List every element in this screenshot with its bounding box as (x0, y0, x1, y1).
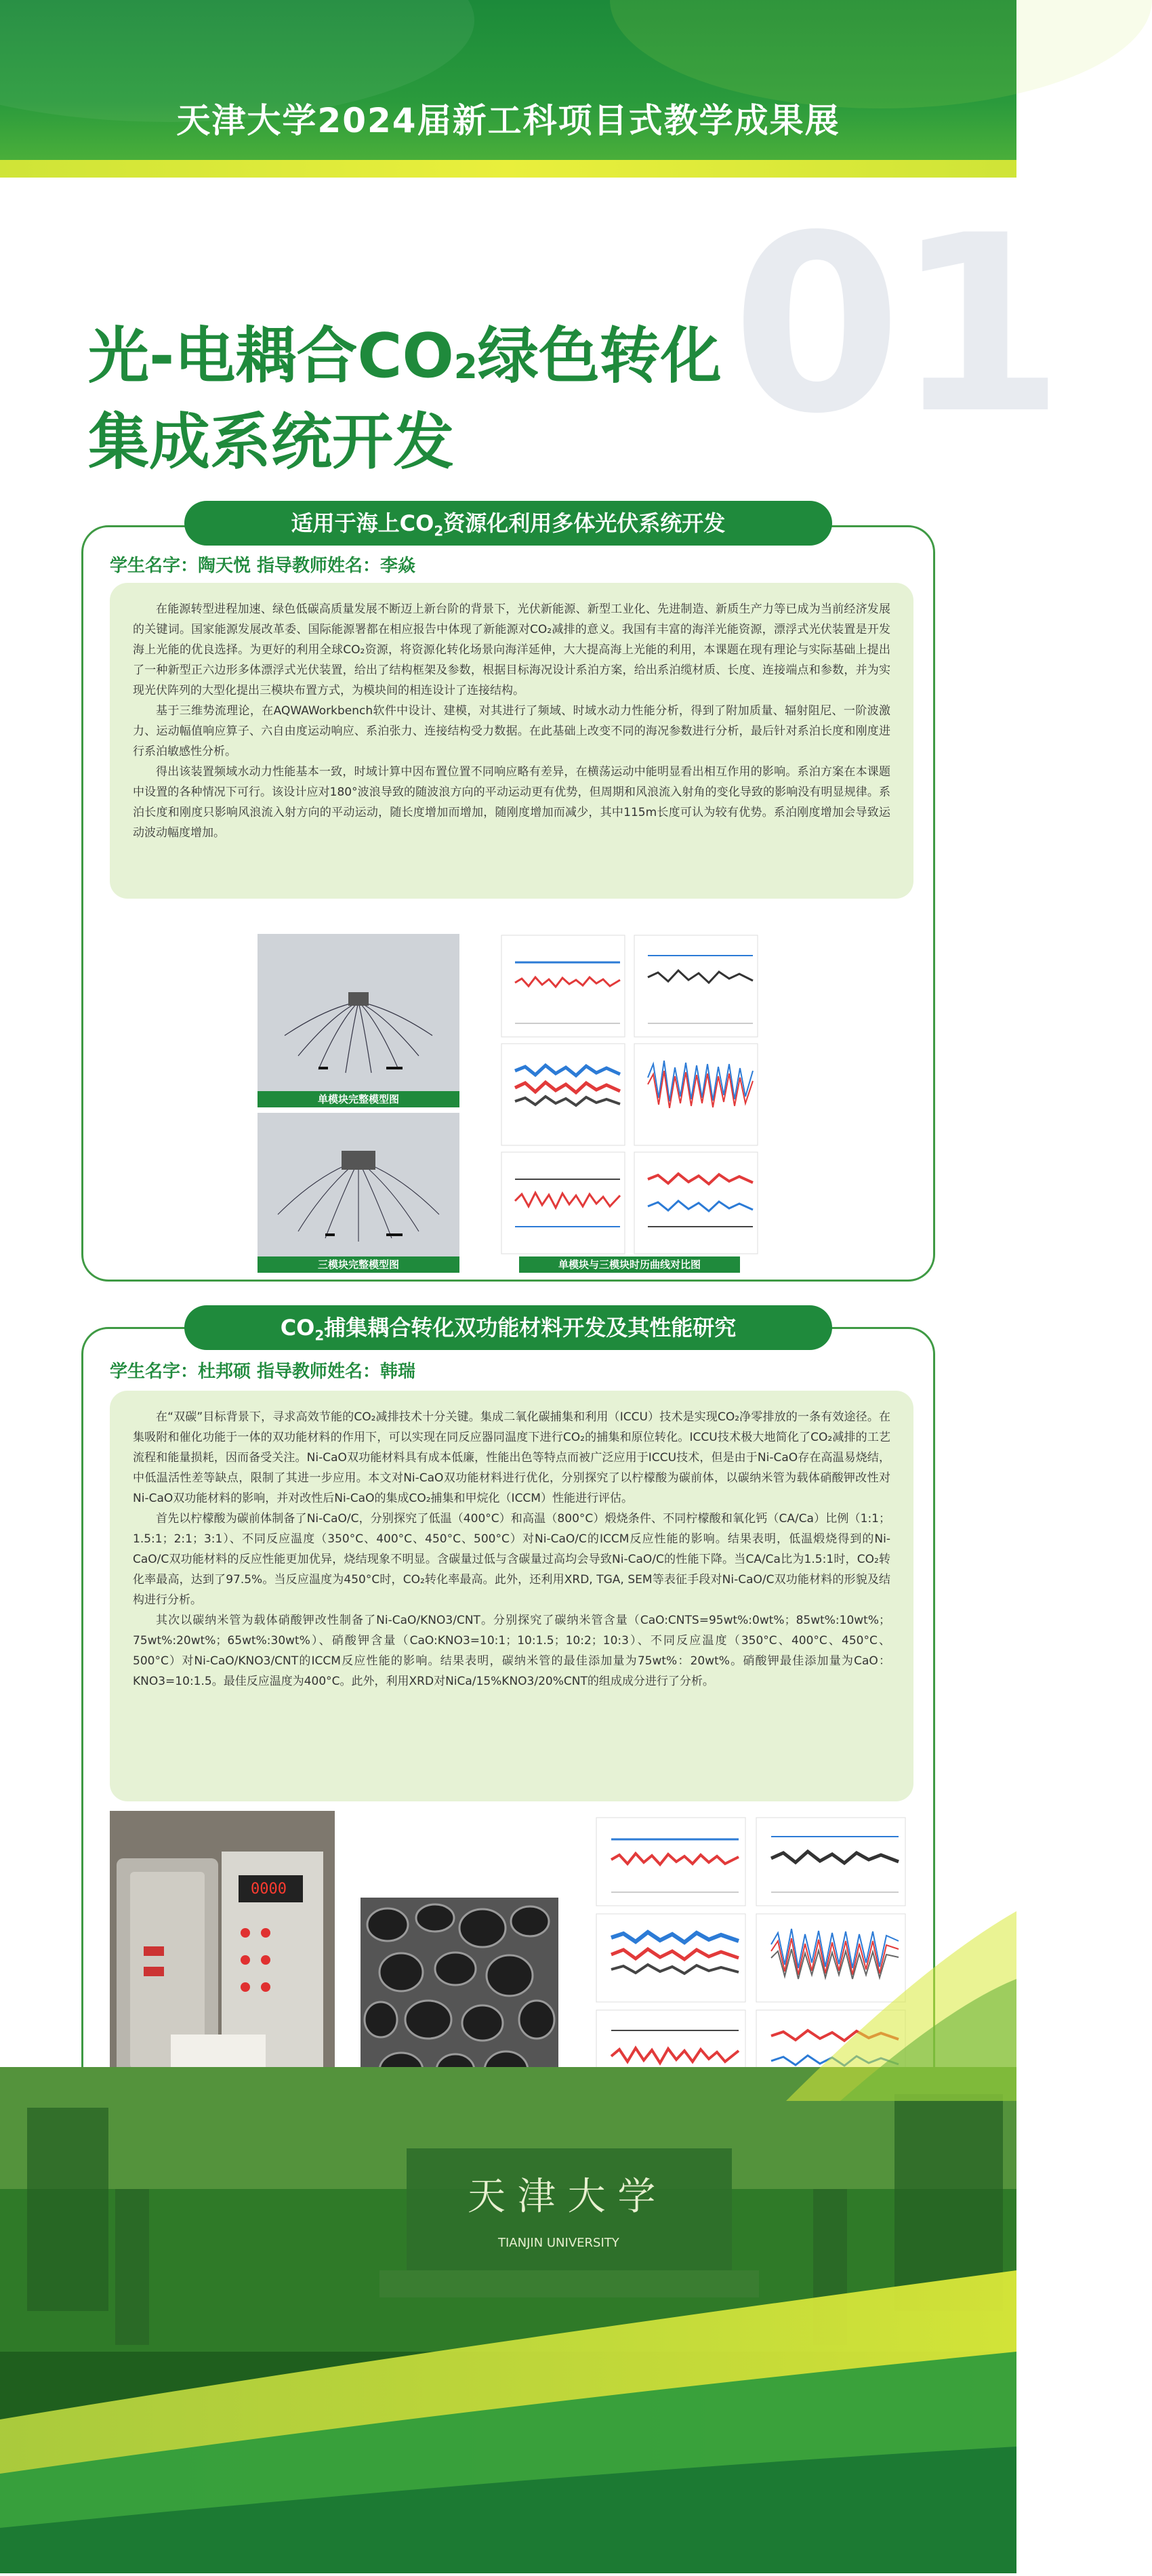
header-accent-band (0, 160, 1016, 178)
header-wave (610, 0, 1152, 108)
campus-scene (0, 2067, 1016, 2573)
single-module-model-figure (258, 934, 459, 1091)
swoosh-shape (745, 1830, 1016, 2101)
device-display-readout: 0000 (251, 1881, 287, 1898)
time-history-charts (501, 935, 759, 1255)
abstract-paragraph: 在能源转型进程加速、绿色低碳高质量发展不断迈上新台阶的背景下，光伏新能源、新型工业化、先进制造、新质生产力等已成为当前经济发展的关键词。国家能源发展改革委、国际能源署都在相应报告中体现了新能源对CO₂减排的意义。我国有丰富的海洋光能资源，漂浮式光伏装置是开发海上光能的优良选择。为更好的利用全球CO₂资源，将资源化转化场景向海洋延伸，大大提高海上光能的利用，本课题在现有理论与实际基础上提出了一种新型正六边形多体漂浮式光伏装置，给出了结构框架及参数，根据目标海况设计系泊方案，给出系泊缆材质、长度、连接端点和参数，并为实现光伏阵列的大型化提出三模块布置方式，为模块间的相连设计了连接结构。 (133, 602, 890, 697)
reactor-device-icon (110, 1811, 335, 2102)
abstract-paragraph: 其次以碳纳米管为载体硝酸钾改性制备了Ni-CaO/KNO3/CNT。分别探究了碳纳米管含量（CaO:CNTS=95wt%:0wt%；85wt%:10wt%；75wt%:20wt%；65wt%:30wt%）、硝酸钾含量（CaO:KNO3=10:1；10:1.5；10:2；10:3）、不同反应温度（350°C、400°C、450°C、500°C）对Ni-CaO/KNO3/CNT的ICCM反应性能的影响。结果表明，碳纳米管的最佳添加量为75wt%：20wt%。硝酸钾最佳添加量为CaO：KNO3=10:1.5。最佳反应温度为400°C。此外，利用XRD对NiCa/15%KNO3/20%CNT的组成成分进行了分析。 (133, 1614, 890, 1688)
chart-cell (501, 935, 625, 1037)
project-number: 01 (732, 183, 1058, 467)
section1-abstract (110, 583, 913, 899)
chart-cell (634, 1044, 758, 1145)
chart-cell (596, 1818, 745, 1906)
section2-abstract (110, 1391, 913, 1801)
exhibition-title: 天津大学2024届新工科项目式教学成果展 (176, 101, 840, 140)
chart-cell (634, 935, 758, 1037)
decorative-swoosh (745, 1830, 1016, 2101)
section1-student-line: 学生名字：陶天悦 指导教师姓名：李焱 (110, 556, 416, 576)
section1-heading (184, 501, 832, 546)
title-subscript: 2 (453, 347, 478, 386)
heading-part: 捕集耦合转化双功能材料开发及其性能研究 (324, 1315, 737, 1341)
project-title (88, 319, 834, 481)
abstract-paragraph: 基于三维势流理论，在AQWAWorkbench软件中设计、建模，对其进行了频域、时域水动力性能分析，得到了附加质量、辐射阻尼、一阶波激力、运动幅值响应算子、六自由度运动响应、系泊张力、连接结构受力数据。在此基础上改变不同的海况参数进行分析，最后针对系泊长度和刚度进行系泊敏感性分析。 (133, 704, 890, 758)
chart-cell (596, 1914, 745, 2002)
heading-part: 适用于海上CO (291, 510, 434, 536)
gate-inscription-en: TIANJIN UNIVERSITY (498, 2236, 619, 2250)
mooring-diagram-icon (258, 934, 459, 1091)
title-part: 绿色转化 (477, 321, 722, 392)
title-part: 光-电耦合CO (88, 321, 454, 392)
triple-module-model-figure (258, 1113, 459, 1256)
chart-cell (501, 1044, 625, 1145)
abstract-paragraph: 得出该装置频域水动力性能基本一致，时域计算中因布置位置不同响应略有差异，在横荡运动中能明显看出相互作用的影响。系泊方案在本课题中设置的各种情况下可行。该设计应对180°波浪导致的随波浪方向的平动运动更有优势，但周期和风浪流入射角的变化导致的影响没有明显规律。系泊长度和刚度只影响风浪流入射方向的平动运动，随长度增加而增加，随刚度增加而减少，其中115m长度可认为较有优势。系泊刚度增加会导致运动波动幅度增加。 (133, 765, 890, 840)
heading-part: 资源化利用多体光伏系统开发 (443, 510, 726, 536)
figure-caption: 单模块完整模型图 (258, 1091, 459, 1107)
figure-caption: 三模块完整模型图 (258, 1256, 459, 1273)
chart-cell (634, 1152, 758, 1254)
mooring-diagram-icon (258, 1113, 459, 1256)
heading-subscript: 2 (434, 523, 444, 539)
figure-caption: 单模块与三模块时历曲线对比图 (519, 1256, 740, 1273)
heading-part: CO (280, 1315, 315, 1341)
section2-heading (184, 1305, 832, 1350)
campus-gate-illustration (0, 2067, 1016, 2573)
chart-cell (501, 1152, 625, 1254)
title-line2: 集成系统开发 (88, 407, 454, 478)
gate-inscription: 天 津 大 学 (468, 2175, 656, 2219)
header-banner (0, 0, 1016, 169)
abstract-paragraph: 首先以柠檬酸为碳前体制备了Ni-CaO/C，分别探究了低温（400°C）和高温（800°C）煅烧条件、不同柠檬酸和氧化钙（CA/Ca）比例（1:1；1.5:1；2:1；3:1）、不同反应温度（350°C、400°C、450°C、500°C）对Ni-CaO/C的ICCM反应性能的影响。结果表明，低温煅烧得到的Ni-CaO/C双功能材料的反应性能更加优异，烧结现象不明显。含碳量过低与含碳量过高均会导致Ni-CaO/C的性能下降。当CA/Ca比为1.5:1时，CO₂转化率最高，达到了97.5%。当反应温度为450°C时，CO₂转化率最高。此外，还利用XRD, TGA, SEM等表征手段对Ni-CaO/C双功能材料的形貌及结构进行分析。 (133, 1512, 890, 1607)
heading-subscript: 2 (314, 1327, 325, 1344)
abstract-paragraph: 在“双碳”目标背景下，寻求高效节能的CO₂减排技术十分关键。集成二氧化碳捕集和利用（ICCU）技术是实现CO₂净零排放的一条有效途径。在集吸附和催化功能于一体的双功能材料的作用下，可以实现在同反应器同温度下进行CO₂的捕集和原位转化。ICCU技术极大地简化了CO₂减排的工艺流程和能量损耗，因而备受关注。Ni-CaO双功能材料具有成本低廉，性能出色等特点而被广泛应用于ICCU技术，但是由于Ni-CaO存在高温易烧结，中低温活性差等缺点，限制了其进一步应用。本文对Ni-CaO双功能材料进行优化，分别探究了以柠檬酸为碳前体，以碳纳米管为载体硝酸钾改性对Ni-CaO双功能材料的影响，并对改性后Ni-CaO的集成CO₂捕集和甲烷化（ICCM）性能进行评估。 (133, 1410, 890, 1505)
co2-system-photo (110, 1811, 335, 2102)
time-history-chart-grid (501, 935, 759, 1255)
section2-student-line: 学生名字：杜邦硕 指导教师姓名：韩瑞 (110, 1362, 416, 1382)
